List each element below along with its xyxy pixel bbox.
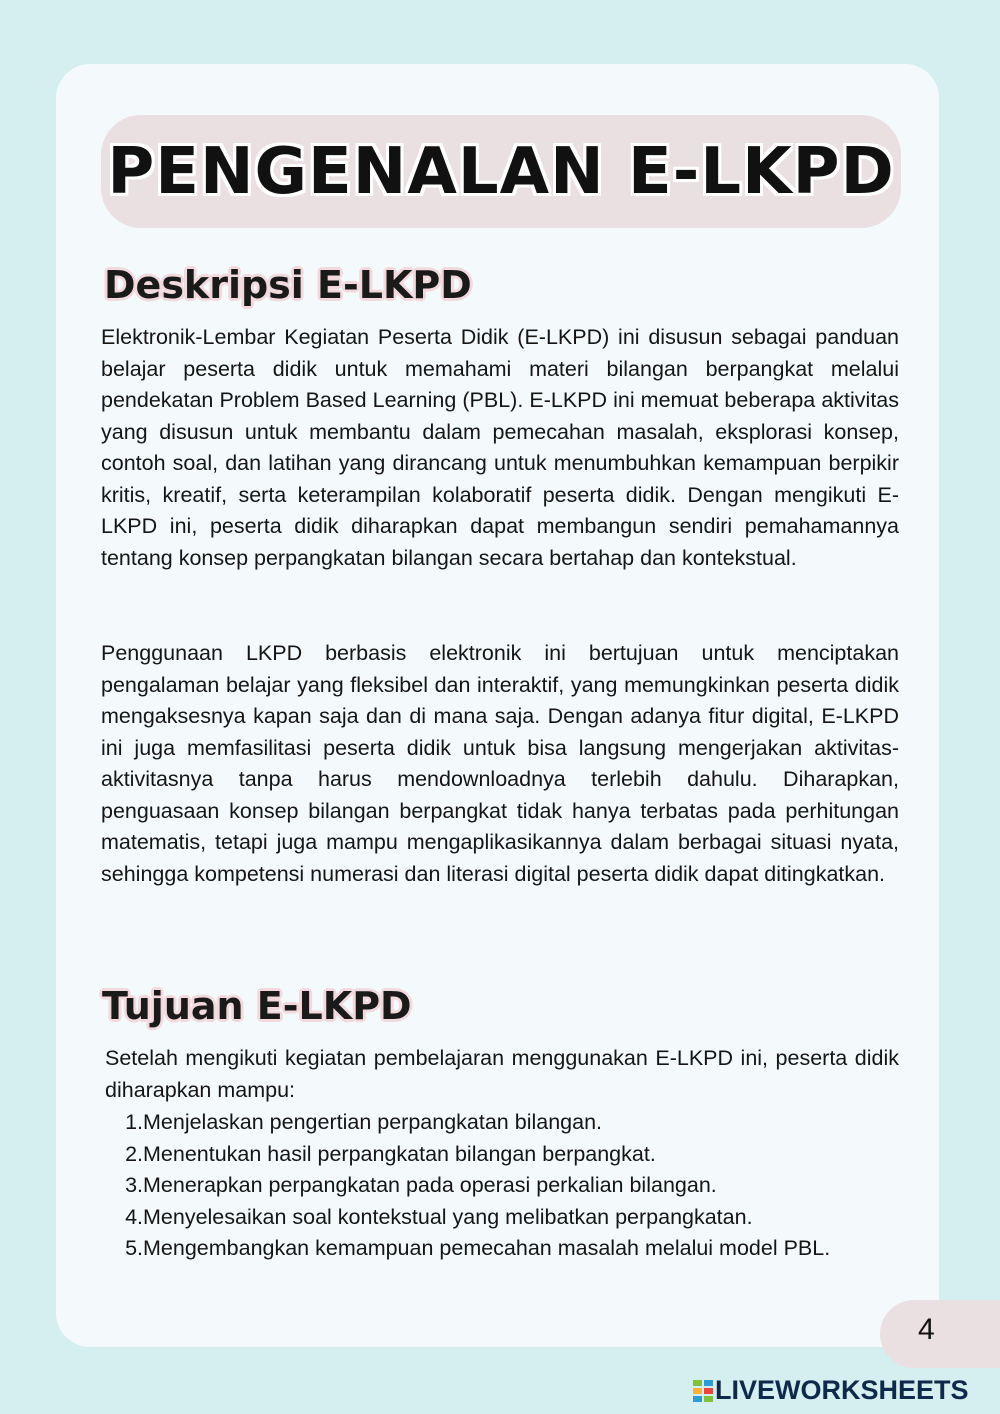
goals-intro: Setelah mengikuti kegiatan pembelajaran menggunakan E-LKPD ini, peserta didik diharapkan mampu:	[105, 1046, 899, 1102]
goals-list	[105, 1107, 899, 1265]
list-item-number: 5.	[125, 1236, 143, 1260]
list-item-text: Menentukan hasil perpangkatan bilangan berpangkat.	[143, 1141, 656, 1166]
title-banner	[101, 115, 901, 228]
list-item	[105, 1170, 899, 1202]
page-title: PENGENALAN E-LKPD	[107, 134, 895, 209]
list-item-number: 1.	[125, 1110, 143, 1134]
list-item	[105, 1233, 899, 1265]
list-item-text: Menerapkan perpangkatan pada operasi perkalian bilangan.	[143, 1173, 717, 1197]
page-number: 4	[918, 1313, 935, 1346]
list-item-text: Menjelaskan pengertian perpangkatan bilangan.	[143, 1110, 603, 1134]
goals-heading: Tujuan E-LKPD	[102, 984, 412, 1028]
description-paragraph-2: Penggunaan LKPD berbasis elektronik ini bertujuan untuk menciptakan pengalaman belajar yang fleksibel dan interaktif, yang memungkinkan peserta didik mengaksesnya kapan saja dan di mana saja. Dengan adanya fitur digital, E-LKPD ini juga memfasilitasi peserta didik untuk bisa langsung mengerjakan aktivitas-aktivitasnya tanpa harus mendownloadnya terlebih dahulu. Diharapkan, penguasaan konsep bilangan berpangkat tidak hanya terbatas pada perhitungan matematis, tetapi juga mampu mengaplikasikannya dalam berbagai situasi nyata, sehingga kompetensi numerasi dan literasi digital peserta didik dapat ditingkatkan.	[101, 641, 899, 886]
brand-name: LIVEWORKSHEETS	[715, 1375, 969, 1405]
list-item-number: 3.	[125, 1173, 143, 1197]
description-heading: Deskripsi E-LKPD	[104, 263, 472, 307]
liveworksheets-logo-icon	[693, 1380, 713, 1402]
page-number-tab	[880, 1300, 1000, 1368]
list-item	[105, 1202, 899, 1234]
list-item-text: Menyelesaikan soal kontekstual yang melibatkan perpangkatan.	[143, 1204, 753, 1229]
list-item-text: Mengembangkan kemampuan pemecahan masalah melalui model PBL.	[143, 1236, 831, 1260]
list-item	[105, 1139, 899, 1171]
list-item-number: 4.	[125, 1204, 143, 1229]
description-paragraph-1: Elektronik-Lembar Kegiatan Peserta Didik (E-LKPD) ini disusun sebagai panduan belajar peserta didik untuk memahami materi bilangan berpangkat melalui pendekatan Problem Based Learning (PBL). E-LKPD ini memuat beberapa aktivitas yang disusun untuk membantu dalam pemecahan masalah, eksplorasi konsep, contoh soal, dan latihan yang dirancang untuk menumbuhkan kemampuan berpikir kritis, kreatif, serta keterampilan kolaboratif peserta didik. Dengan mengikuti E-LKPD ini, peserta didik diharapkan dapat membangun sendiri pemahamannya tentang konsep perpangkatan bilangan secara bertahap dan kontekstual.	[101, 325, 899, 570]
list-item	[105, 1107, 899, 1139]
liveworksheets-brand[interactable]	[693, 1375, 969, 1406]
list-item-number: 2.	[125, 1141, 143, 1166]
